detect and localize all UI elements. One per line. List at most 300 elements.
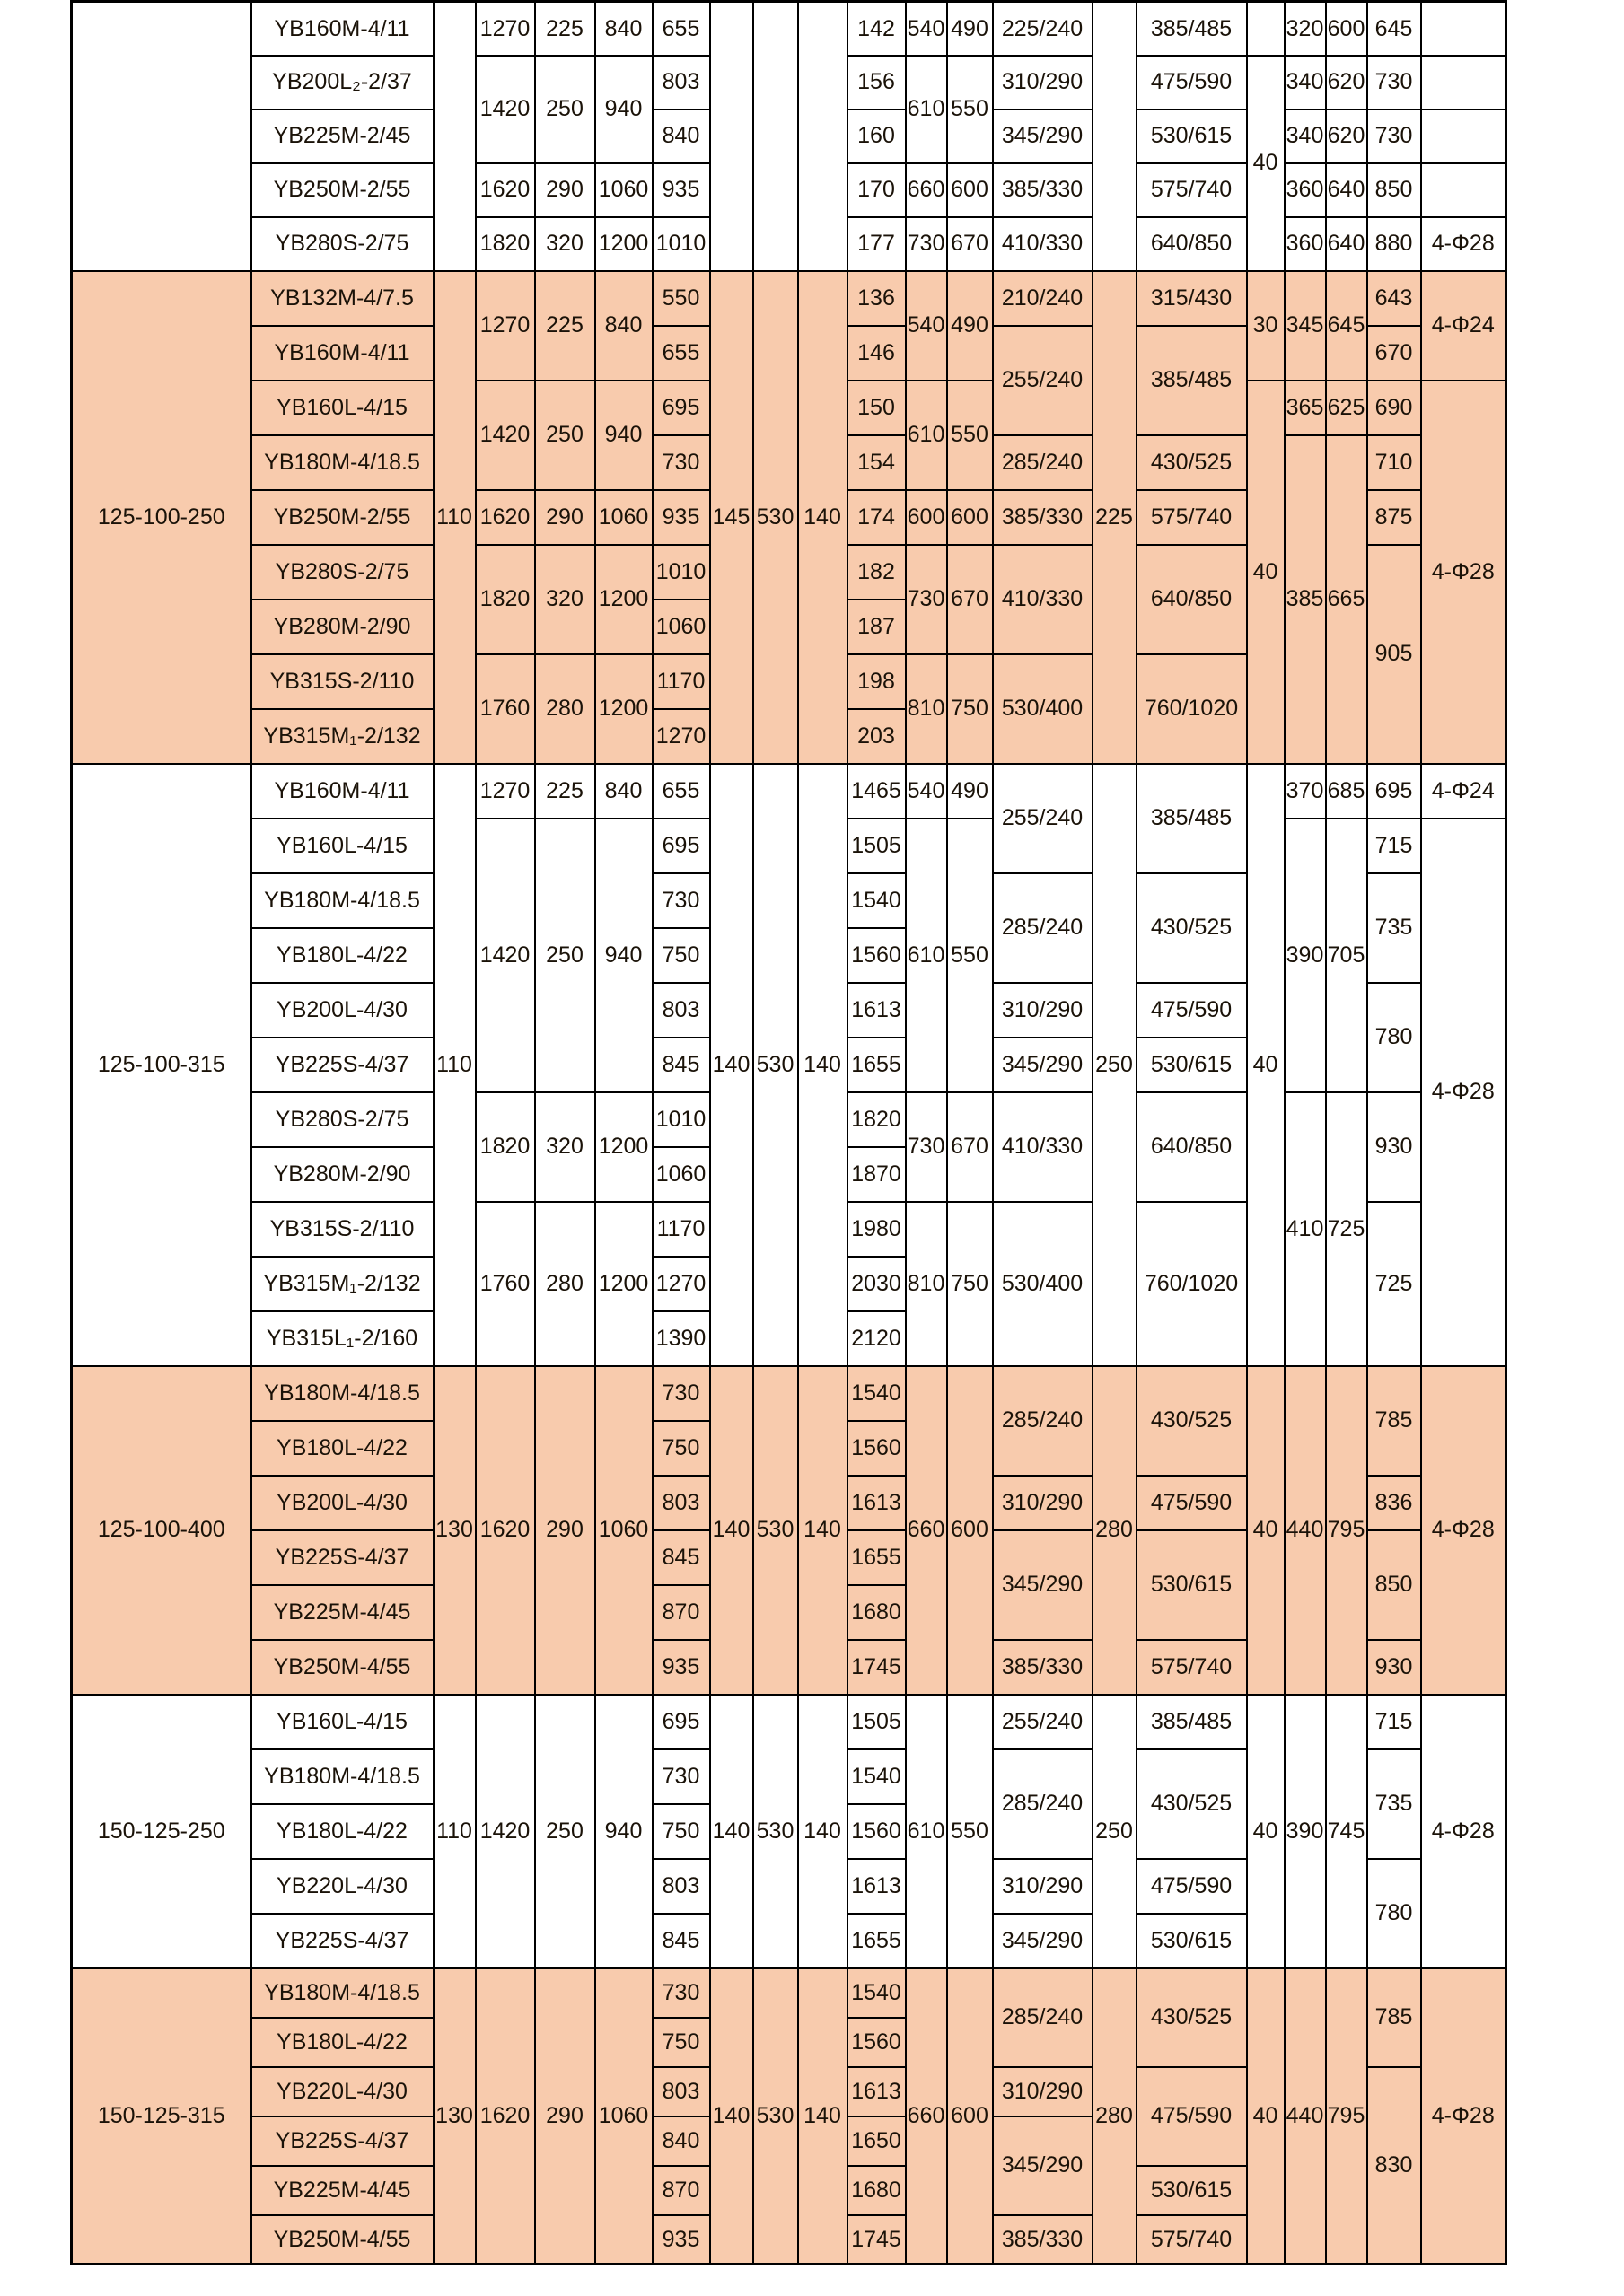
spec-cell: 385 (1285, 435, 1326, 764)
spec-cell: 550 (947, 819, 993, 1092)
model-cell: YB250M-2/55 (251, 163, 434, 217)
spec-cell: 655 (653, 326, 710, 381)
spec-cell: 140 (798, 1366, 847, 1695)
model-cell: YB225S-4/37 (251, 1530, 434, 1585)
spec-cell: 290 (535, 1968, 595, 2265)
spec-cell: 940 (595, 819, 653, 1092)
spec-cell: 475/590 (1137, 983, 1247, 1038)
spec-cell: 385/485 (1137, 326, 1247, 435)
spec-cell: 1655 (847, 1530, 906, 1585)
spec-cell: 730 (1367, 56, 1421, 110)
spec-cell: 940 (595, 381, 653, 490)
spec-cell: 320 (535, 545, 595, 654)
spec-cell: 1613 (847, 983, 906, 1038)
spec-cell: 1655 (847, 1914, 906, 1968)
spec-cell: 40 (1247, 381, 1285, 764)
spec-cell: 1170 (653, 654, 710, 709)
model-cell: YB180M-4/18.5 (251, 1968, 434, 2018)
spec-cell: 1060 (595, 490, 653, 545)
group-size-label: 150-125-250 (72, 1695, 251, 1968)
spec-cell: 655 (653, 764, 710, 819)
spec-cell: 850 (1367, 1530, 1421, 1640)
spec-cell: 475/590 (1137, 2067, 1247, 2166)
spec-cell: 710 (1367, 435, 1421, 490)
spec-cell: 385/330 (993, 163, 1093, 217)
spec-cell: 750 (653, 928, 710, 983)
spec-cell: 670 (1367, 326, 1421, 381)
model-cell: YB160L-4/15 (251, 819, 434, 873)
spec-cell: 280 (1093, 1366, 1137, 1695)
model-cell: YB225S-4/37 (251, 2116, 434, 2166)
spec-cell: 670 (947, 217, 993, 271)
model-cell: YB132M-4/7.5 (251, 271, 434, 326)
spec-cell: 1540 (847, 1366, 906, 1421)
spec-cell (434, 2, 476, 271)
spec-cell: 730 (653, 873, 710, 928)
spec-cell: 440 (1285, 1968, 1326, 2265)
spec-cell: 490 (947, 764, 993, 819)
spec-cell: 290 (535, 490, 595, 545)
spec-cell: 850 (1367, 163, 1421, 217)
spec-cell: 1560 (847, 1421, 906, 1476)
spec-cell: 1820 (476, 217, 535, 271)
spec-cell: 1760 (476, 1202, 535, 1366)
spec-cell: 1560 (847, 928, 906, 983)
spec-cell: 795 (1326, 1968, 1367, 2265)
spec-cell: 1060 (653, 1147, 710, 1202)
spec-cell: 345/290 (993, 110, 1093, 163)
spec-cell: 530/615 (1137, 1038, 1247, 1092)
spec-cell: 840 (595, 2, 653, 56)
spec-cell: 1465 (847, 764, 906, 819)
spec-cell: 203 (847, 709, 906, 764)
spec-cell: 385/330 (993, 2215, 1093, 2265)
spec-cell: 730 (906, 217, 947, 271)
spec-cell: 1820 (476, 1092, 535, 1202)
spec-cell: 250 (1093, 1695, 1137, 1968)
spec-cell: 730 (653, 1968, 710, 2018)
spec-cell: 320 (1285, 2, 1326, 56)
spec-cell: 940 (595, 56, 653, 163)
spec-cell: 385/485 (1137, 1695, 1247, 1749)
spec-cell: 385/330 (993, 490, 1093, 545)
spec-cell: 935 (653, 163, 710, 217)
model-cell: YB280S-2/75 (251, 1092, 434, 1147)
spec-cell: 760/1020 (1137, 654, 1247, 764)
spec-cell: 110 (434, 1695, 476, 1968)
model-cell: YB160L-4/15 (251, 1695, 434, 1749)
spec-cell: 1420 (476, 819, 535, 1092)
spec-cell: 1200 (595, 545, 653, 654)
spec-cell: 645 (1326, 271, 1367, 381)
spec-cell: 875 (1367, 490, 1421, 545)
spec-cell: 110 (434, 764, 476, 1366)
spec-cell: 660 (906, 163, 947, 217)
spec-cell: 940 (595, 1695, 653, 1968)
spec-cell: 530 (753, 1366, 798, 1695)
spec-cell: 210/240 (993, 271, 1093, 326)
spec-cell: 130 (434, 1968, 476, 2265)
spec-cell: 1270 (476, 2, 535, 56)
spec-cell: 760/1020 (1137, 1202, 1247, 1366)
spec-cell: 40 (1247, 1366, 1285, 1695)
spec-cell: 695 (653, 1695, 710, 1749)
spec-cell: 4-Φ24 (1421, 271, 1506, 381)
spec-cell: 803 (653, 2067, 710, 2116)
spec-cell: 1745 (847, 2215, 906, 2265)
spec-cell: 1270 (476, 764, 535, 819)
spec-cell (798, 2, 847, 271)
spec-cell: 140 (798, 1968, 847, 2265)
spec-cell: 870 (653, 1585, 710, 1640)
spec-cell: 140 (710, 764, 753, 1366)
spec-cell: 803 (653, 983, 710, 1038)
model-cell: YB180M-4/18.5 (251, 435, 434, 490)
spec-cell: 600 (1326, 2, 1367, 56)
spec-cell: 250 (535, 819, 595, 1092)
spec-cell (1093, 2, 1137, 271)
spec-cell: 1060 (595, 163, 653, 217)
spec-cell: 385/485 (1137, 2, 1247, 56)
spec-cell: 575/740 (1137, 2215, 1247, 2265)
spec-cell: 530 (753, 271, 798, 764)
model-cell: YB180M-4/18.5 (251, 873, 434, 928)
spec-cell: 803 (653, 1476, 710, 1530)
spec-cell: 4-Φ24 (1421, 764, 1506, 819)
spec-cell: 140 (710, 1366, 753, 1695)
group-size-label: 125-100-400 (72, 1366, 251, 1695)
model-cell: YB180M-4/18.5 (251, 1749, 434, 1804)
spec-cell: 440 (1285, 1366, 1326, 1695)
spec-cell: 810 (906, 1202, 947, 1366)
spec-cell: 1820 (847, 1092, 906, 1147)
spec-cell: 1420 (476, 56, 535, 163)
spec-cell: 530 (753, 764, 798, 1366)
spec-cell: 310/290 (993, 56, 1093, 110)
spec-cell: 160 (847, 110, 906, 163)
spec-cell: 430/525 (1137, 873, 1247, 983)
spec-cell: 935 (653, 490, 710, 545)
spec-cell: 810 (906, 654, 947, 764)
spec-cell: 1060 (595, 1366, 653, 1695)
spec-cell: 280 (1093, 1968, 1137, 2265)
spec-cell: 690 (1367, 381, 1421, 435)
spec-cell: 715 (1367, 819, 1421, 873)
group-size-label: 125-100-315 (72, 764, 251, 1366)
spec-cell: 365 (1285, 381, 1326, 435)
spec-cell: 490 (947, 271, 993, 381)
spec-cell: 360 (1285, 163, 1326, 217)
spec-cell: 695 (1367, 764, 1421, 819)
spec-cell: 610 (906, 819, 947, 1092)
spec-cell: 390 (1285, 819, 1326, 1092)
spec-cell: 600 (947, 163, 993, 217)
spec-cell: 4-Φ28 (1421, 1366, 1506, 1695)
table-row (72, 1695, 1506, 1749)
spec-cell: 1170 (653, 1202, 710, 1257)
spec-cell: 1680 (847, 1585, 906, 1640)
spec-cell: 880 (1367, 217, 1421, 271)
spec-cell: 1560 (847, 2018, 906, 2067)
spec-cell: 550 (653, 271, 710, 326)
table-row (72, 271, 1506, 326)
spec-cell: 530/400 (993, 1202, 1093, 1366)
spec-cell: 600 (947, 1366, 993, 1695)
spec-cell: 725 (1326, 1092, 1367, 1366)
spec-cell: 225 (1093, 271, 1137, 764)
spec-cell: 600 (906, 490, 947, 545)
spec-cell: 340 (1285, 56, 1326, 110)
spec-cell: 610 (906, 381, 947, 490)
spec-cell: 1820 (476, 545, 535, 654)
spec-cell: 4-Φ28 (1421, 381, 1506, 764)
spec-cell: 475/590 (1137, 56, 1247, 110)
spec-cell: 290 (535, 163, 595, 217)
spec-cell: 1060 (653, 600, 710, 654)
spec-cell (1421, 2, 1506, 56)
model-cell: YB250M-2/55 (251, 490, 434, 545)
spec-cell: 250 (535, 1695, 595, 1968)
spec-cell: 140 (710, 1695, 753, 1968)
model-cell: YB280M-2/90 (251, 600, 434, 654)
spec-cell: 1540 (847, 1968, 906, 2018)
spec-cell: 830 (1367, 2067, 1421, 2265)
spec-cell: 250 (535, 56, 595, 163)
spec-cell: 750 (653, 2018, 710, 2067)
spec-cell: 30 (1247, 271, 1285, 381)
spec-cell: 40 (1247, 56, 1285, 271)
spec-cell: 40 (1247, 1968, 1285, 2265)
model-cell: YB250M-4/55 (251, 2215, 434, 2265)
spec-cell: 1200 (595, 1092, 653, 1202)
model-cell: YB160M-4/11 (251, 326, 434, 381)
spec-cell: 430/525 (1137, 1968, 1247, 2067)
spec-cell: 1200 (595, 217, 653, 271)
spec-cell: 725 (1367, 1202, 1421, 1366)
spec-cell: 625 (1326, 381, 1367, 435)
spec-cell: 935 (653, 1640, 710, 1695)
spec-cell: 345/290 (993, 2116, 1093, 2215)
model-cell: YB180L-4/22 (251, 1804, 434, 1859)
spec-cell: 4-Φ28 (1421, 819, 1506, 1366)
spec-cell: 320 (535, 217, 595, 271)
model-cell: YB280M-2/90 (251, 1147, 434, 1202)
spec-cell: 255/240 (993, 1695, 1093, 1749)
spec-cell: 640 (1326, 217, 1367, 271)
spec-cell: 730 (906, 545, 947, 654)
spec-cell: 836 (1367, 1476, 1421, 1530)
spec-cell: 780 (1367, 983, 1421, 1092)
spec-cell: 840 (653, 110, 710, 163)
spec-cell: 530/400 (993, 654, 1093, 764)
spec-cell: 750 (653, 1804, 710, 1859)
spec-cell: 1010 (653, 545, 710, 600)
spec-cell: 1760 (476, 654, 535, 764)
spec-cell: 530 (753, 1968, 798, 2265)
spec-cell: 550 (947, 1695, 993, 1968)
spec-cell: 655 (653, 2, 710, 56)
spec-cell: 1010 (653, 1092, 710, 1147)
spec-cell: 490 (947, 2, 993, 56)
spec-cell: 1270 (476, 271, 535, 381)
model-cell: YB315L₁-2/160 (251, 1311, 434, 1366)
spec-cell: 475/590 (1137, 1476, 1247, 1530)
spec-cell: 640 (1326, 163, 1367, 217)
spec-cell: 540 (906, 2, 947, 56)
model-cell: YB180L-4/22 (251, 2018, 434, 2067)
spec-cell: 310/290 (993, 1859, 1093, 1914)
spec-cell (753, 2, 798, 271)
spec-cell: 360 (1285, 217, 1326, 271)
spec-cell: 154 (847, 435, 906, 490)
spec-cell: 315/430 (1137, 271, 1247, 326)
spec-cell (710, 2, 753, 271)
spec-cell: 840 (595, 271, 653, 381)
spec-cell: 182 (847, 545, 906, 600)
spec-cell: 1745 (847, 1640, 906, 1695)
spec-cell: 40 (1247, 764, 1285, 1366)
spec-cell: 610 (906, 1695, 947, 1968)
spec-cell: 840 (653, 2116, 710, 2166)
spec-cell: 156 (847, 56, 906, 110)
spec-cell: 430/525 (1137, 435, 1247, 490)
spec-cell: 730 (653, 1366, 710, 1421)
spec-cell: 575/740 (1137, 1640, 1247, 1695)
spec-cell: 670 (947, 545, 993, 654)
spec-cell: 1980 (847, 1202, 906, 1257)
spec-cell: 1620 (476, 490, 535, 545)
spec-cell: 40 (1247, 1695, 1285, 1968)
spec-cell (1421, 110, 1506, 163)
spec-cell: 840 (595, 764, 653, 819)
spec-cell: 385/485 (1137, 764, 1247, 873)
spec-cell: 540 (906, 764, 947, 819)
spec-cell: 285/240 (993, 1968, 1093, 2067)
model-cell: YB225M-2/45 (251, 110, 434, 163)
spec-cell: 340 (1285, 110, 1326, 163)
spec-cell: 735 (1367, 873, 1421, 983)
spec-cell: 575/740 (1137, 490, 1247, 545)
model-cell: YB315M₁-2/132 (251, 1257, 434, 1311)
spec-cell: 1270 (653, 1257, 710, 1311)
spec-cell: 1505 (847, 1695, 906, 1749)
spec-cell: 785 (1367, 1366, 1421, 1476)
spec-cell: 803 (653, 1859, 710, 1914)
spec-cell: 1200 (595, 1202, 653, 1366)
spec-cell: 255/240 (993, 764, 1093, 873)
spec-cell: 285/240 (993, 873, 1093, 983)
spec-cell: 530/615 (1137, 2166, 1247, 2215)
spec-cell: 174 (847, 490, 906, 545)
model-cell: YB280S-2/75 (251, 545, 434, 600)
spec-cell: 390 (1285, 1695, 1326, 1968)
model-cell: YB180L-4/22 (251, 928, 434, 983)
table-row (72, 764, 1506, 819)
spec-cell: 695 (653, 381, 710, 435)
spec-cell: 750 (947, 1202, 993, 1366)
spec-cell: 370 (1285, 764, 1326, 819)
spec-cell: 845 (653, 1914, 710, 1968)
spec-cell: 345/290 (993, 1038, 1093, 1092)
spec-cell: 550 (947, 381, 993, 490)
spec-cell: 410/330 (993, 545, 1093, 654)
model-cell: YB180L-4/22 (251, 1421, 434, 1476)
model-cell: YB315S-2/110 (251, 1202, 434, 1257)
spec-cell: 345/290 (993, 1914, 1093, 1968)
table-row (72, 1968, 1506, 2018)
spec-cell: 225 (535, 764, 595, 819)
spec-cell: 930 (1367, 1092, 1421, 1202)
spec-cell: 845 (653, 1530, 710, 1585)
model-cell: YB225S-4/37 (251, 1038, 434, 1092)
model-cell: YB220L-4/30 (251, 1859, 434, 1914)
spec-cell: 1655 (847, 1038, 906, 1092)
spec-cell: 345 (1285, 271, 1326, 381)
spec-cell: 250 (535, 381, 595, 490)
spec-cell: 1420 (476, 1695, 535, 1968)
spec-cell: 410/330 (993, 217, 1093, 271)
spec-cell: 640/850 (1137, 1092, 1247, 1202)
spec-cell: 845 (653, 1038, 710, 1092)
spec-cell: 750 (947, 654, 993, 764)
spec-cell: 600 (947, 490, 993, 545)
spec-cell: 130 (434, 1366, 476, 1695)
spec-cell: 575/740 (1137, 163, 1247, 217)
model-cell: YB200L₂-2/37 (251, 56, 434, 110)
spec-cell: 660 (906, 1968, 947, 2265)
spec-cell: 750 (653, 1421, 710, 1476)
spec-cell: 640/850 (1137, 545, 1247, 654)
spec-table-body (72, 2, 1506, 2265)
spec-cell: 2120 (847, 1311, 906, 1366)
spec-cell: 285/240 (993, 1749, 1093, 1859)
spec-cell: 1270 (653, 709, 710, 764)
spec-cell: 1560 (847, 1804, 906, 1859)
spec-cell: 730 (653, 1749, 710, 1804)
spec-cell: 645 (1367, 2, 1421, 56)
spec-cell: 803 (653, 56, 710, 110)
model-cell: YB250M-4/55 (251, 1640, 434, 1695)
group-size-label: 150-125-315 (72, 1968, 251, 2265)
spec-cell: 665 (1326, 435, 1367, 764)
spec-cell: 620 (1326, 110, 1367, 163)
group-size-label: 125-100-250 (72, 271, 251, 764)
table-row (72, 2, 1506, 56)
spec-cell: 705 (1326, 819, 1367, 1092)
spec-cell: 1060 (595, 1968, 653, 2265)
spec-cell: 610 (906, 56, 947, 163)
spec-cell: 730 (653, 435, 710, 490)
spec-cell: 540 (906, 271, 947, 381)
model-cell: YB220L-4/30 (251, 2067, 434, 2116)
spec-cell: 930 (1367, 1640, 1421, 1695)
spec-cell: 225/240 (993, 2, 1093, 56)
pump-spec-table (70, 0, 1507, 2265)
spec-cell: 385/330 (993, 1640, 1093, 1695)
spec-cell: 530/615 (1137, 110, 1247, 163)
spec-cell: 1650 (847, 2116, 906, 2166)
spec-cell: 1010 (653, 217, 710, 271)
spec-cell: 1620 (476, 1366, 535, 1695)
spec-cell: 1870 (847, 1147, 906, 1202)
spec-cell: 140 (710, 1968, 753, 2265)
spec-cell: 780 (1367, 1859, 1421, 1968)
spec-cell: 142 (847, 2, 906, 56)
spec-cell: 310/290 (993, 1476, 1093, 1530)
spec-cell: 290 (535, 1366, 595, 1695)
spec-cell (1421, 163, 1506, 217)
spec-cell: 4-Φ28 (1421, 217, 1506, 271)
